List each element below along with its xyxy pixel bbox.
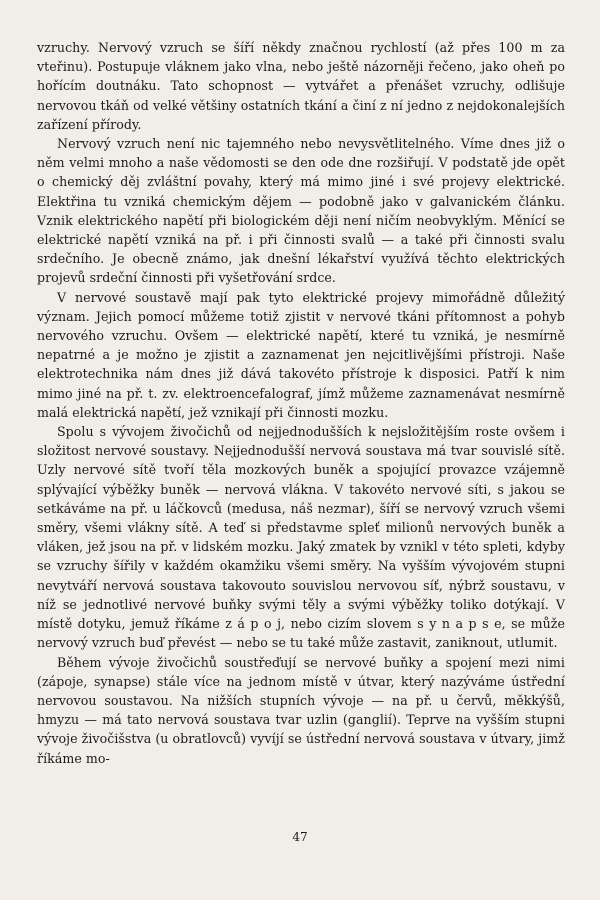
paragraph-3: V nervové soustavě mají pak tyto elektrické projevy mimořádně důležitý význam. Jejich pomocí můžeme totiž zjistit v nervové tkáni přítomnost a pohyb nervového vzruchu. Ovšem — elektrické napětí, které tu vzniká, je nesmírně nepatrné a je možno je zjistit a zaznamenat jen nejcitlivějšími přístroji. Naše elektrotechnika nám dnes již dává takovéto přístroje k disposici. Patří k nim mimo jiné na př. t. zv. elektroencefalograf, jímž můžeme zaznamenávat nesmírně malá elektrická napětí, jež vznikají při činnosti mozku. [37, 289, 565, 420]
page-text [37, 38, 565, 768]
paragraph-4: Spolu s vývojem živočichů od nejjednodušších k nejsložitějším roste ovšem i složitost nervové soustavy. Nejjednodušší nervová soustava má tvar souvislé sítě. Uzly nervové sítě tvoří těla mozkových buněk a spojující provazce vzájemně splývající výběžky buněk — nervová vlákna. V takovéto nervové síti, s jakou se setkáváme na př. u láčkovců (medusa, náš nezmar), šíří se nervový vzruch všemi směry, všemi vlákny sítě. A teď si představme spleť milionů nervových buněk a vláken, jež jsou na př. v lidském mozku. Jaký zmatek by vznikl v této spleti, kdyby se vzruchy šířily v každém okamžiku všemi směry. Na vyšším vývojovém stupni nevytváří nervová soustava takovouto souvislou nervovou síť, nýbrž soustavu, v níž se jednotlivé nervové buňky svými těly a svými výběžky toliko dotýkají. V místě dotyku, jemuž říkáme z á p o j, nebo cizím slovem s y n a p s e, se může nervový vzruch buď převést — nebo se tu také může zastavit, zaniknout, utlumit. [37, 424, 565, 651]
paragraph-1: vzruchy. Nervový vzruch se šíří někdy značnou rychlostí (až přes 100 m za vteřinu). Postupuje vláknem jako vlna, nebo ještě názorněji řečeno, jako oheň po hořícím doutnáku. Tato schopnost — vytvářet a přenášet vzruchy, odlišuje nervovou tkáň od velké většiny ostatních tkání a činí z ní jedno z nejdokonalejších zařízení přírody. [37, 40, 565, 132]
paragraph-5: Během vývoje živočichů soustřeďují se nervové buňky a spojení mezi nimi (zápoje, synapse) stále více na jednom místě v útvar, který nazýváme ústřední nervovou soustavou. Na nižších stupních vývoje — na př. u červů, měkkýšů, hmyzu — má tato nervová soustava tvar uzlin (ganglií). Teprve na vyšším stupni vývoje živočišstva (u obratlovců) vyvíjí se ústřední nervová soustava v útvary, jimž říkáme mo- [37, 654, 565, 766]
page-number: 47 [292, 830, 308, 844]
paragraph-2: Nervový vzruch není nic tajemného nebo nevysvětlitelného. Víme dnes již o něm velmi mnoho a naše vědomosti se den ode dne rozšiřují. V podstatě jde opět o chemický děj zvláštní povahy, který má mimo jiné i své projevy elektrické. Elektřina tu vzniká chemickým dějem — podobně jako v galvanickém článku. Vznik elektrického napětí při biologickém ději není ničím neobvyklým. Měnící se elektrické napětí vzniká na př. i při činnosti svalů — a také při činnosti svalu srdečního. Je obecně známo, jak dnešní lékařství využívá těchto elektrických projevů srdeční činnosti při vyšetřování srdce. [37, 136, 565, 286]
